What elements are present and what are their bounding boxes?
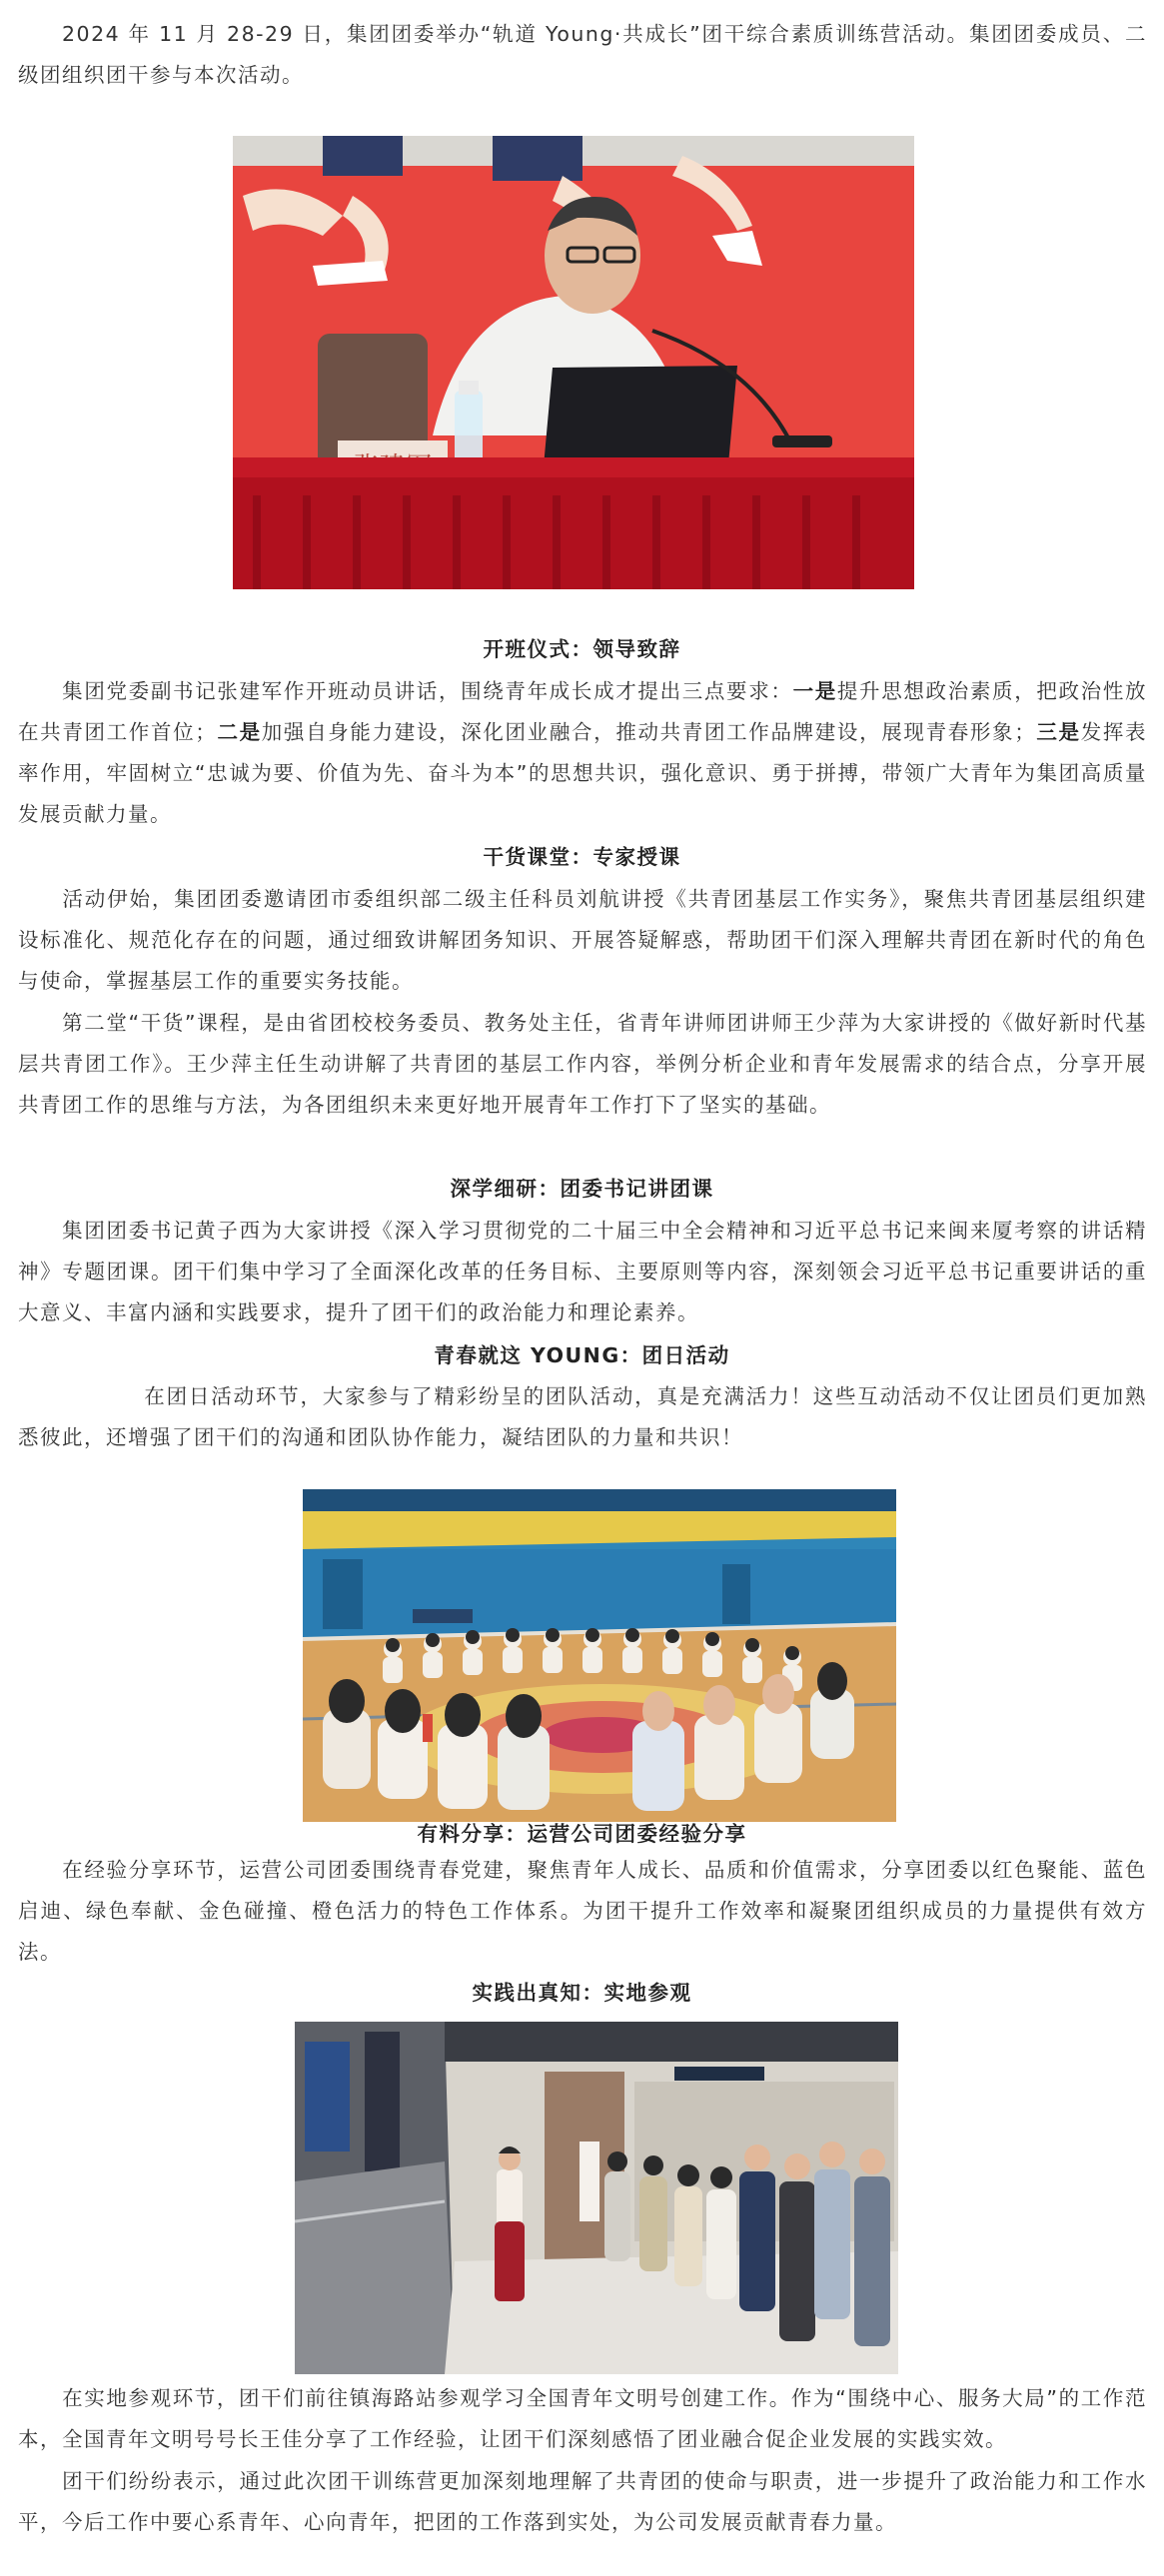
section-heading-league-day: 青春就这 YOUNG：团日活动 bbox=[434, 1343, 730, 1367]
study-paragraph: 集团团委书记黄子西为大家讲授《深入学习贯彻党的二十届三中全会精神和习近平总书记来闽来厦考察的讲话精神》专题团课。团干们集中学习了全面深化改革的任务目标、主要原则等内容，深刻领会习近平总书记重要讲话的重大意义、丰富内涵和实践要求，提升了团干们的政治能力和理论素养。 bbox=[18, 1219, 1147, 1324]
speaker-photo bbox=[233, 136, 914, 589]
intro-paragraph bbox=[18, 14, 1147, 96]
section-heading-opening: 开班仪式：领导致辞 bbox=[483, 637, 681, 661]
visit-paragraph-1: 在实地参观环节，团干们前往镇海路站参观学习全国青年文明号创建工作。作为“围绕中心、服务大局”的工作范本，全国青年文明号号长王佳分享了工作经验，让团干们深刻感悟了团业融合促企业发展的实践实效。 bbox=[18, 2386, 1147, 2451]
opening-paragraph: 集团党委副书记张建军作开班动员讲话，围绕青年成长成才提出三点要求：一是提升思想政治素质，把政治性放在共青团工作首位；二是加强自身能力建设，深化团业融合，推动共青团工作品牌建设，展现青春形象；三是发挥表率作用，牢固树立“忠诚为要、价值为先、奋斗为本”的思想共识，强化意识、勇于拼搏，带领广大青年为集团高质量发展贡献力量。 bbox=[18, 679, 1148, 826]
sharing-paragraph: 在经验分享环节，运营公司团委围绕青春党建，聚焦青年人成长、品质和价值需求，分享团委以红色聚能、蓝色启迪、绿色奉献、金色碰撞、橙色活力的特色工作体系。为团干提升工作效率和凝聚团组织成员的力量提供有效方法。 bbox=[18, 1858, 1147, 1964]
league-day-paragraph: 在团日活动环节，大家参与了精彩纷呈的团队活动，真是充满活力！这些互动活动不仅让团员们更加熟悉彼此，还增强了团干们的沟通和团队协作能力，凝结团队的力量和共识！ bbox=[18, 1384, 1147, 1449]
intro-text: 2024 年 11 月 28-29 日，集团团委举办“轨道 Young·共成长”团干综合素质训练营活动。集团团委成员、二级团组织团干参与本次活动。 bbox=[18, 22, 1147, 87]
lecture-paragraph-2: 第二堂“干货”课程，是由省团校校务委员、教务处主任，省青年讲师团讲师王少萍为大家讲授的《做好新时代基层共青团工作》。王少萍主任生动讲解了共青团的基层工作内容，举例分析企业和青年发展需求的结合点，分享开展共青团工作的思维与方法，为各团组织未来更好地开展青年工作打下了坚实的基础。 bbox=[18, 1011, 1147, 1117]
section-heading-lecture: 干货课堂：专家授课 bbox=[483, 845, 681, 869]
section-heading-visit: 实践出真知：实地参观 bbox=[472, 1981, 692, 2005]
team-activity-photo bbox=[303, 1489, 896, 1822]
closing-paragraph: 团干们纷纷表示，通过此次团干训练营更加深刻地理解了共青团的使命与职责，进一步提升了政治能力和工作水平，今后工作中要心系青年、心向青年，把团的工作落到实处，为公司发展贡献青春力量。 bbox=[18, 2469, 1147, 2534]
section-heading-study: 深学细研：团委书记讲团课 bbox=[450, 1177, 714, 1201]
section-heading-sharing: 有料分享：运营公司团委经验分享 bbox=[417, 1822, 747, 1846]
station-visit-photo bbox=[295, 2022, 898, 2374]
lecture-paragraph-1: 活动伊始，集团团委邀请团市委组织部二级主任科员刘航讲授《共青团基层工作实务》，聚焦共青团基层组织建设标准化、规范化存在的问题，通过细致讲解团务知识、开展答疑解惑，帮助团干们深入理解共青团在新时代的角色与使命，掌握基层工作的重要实务技能。 bbox=[18, 887, 1147, 993]
